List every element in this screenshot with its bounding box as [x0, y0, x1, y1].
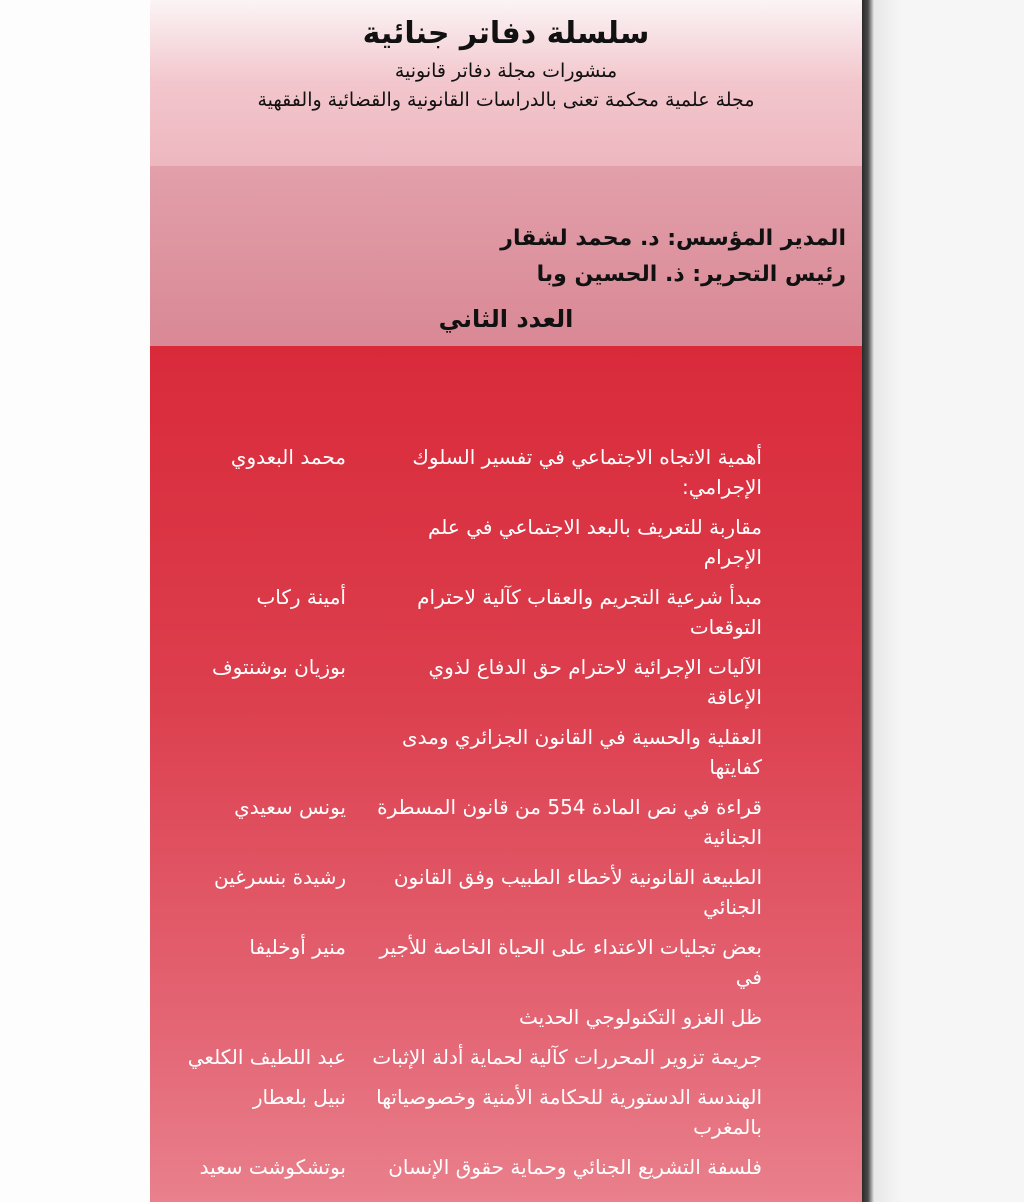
editors	[166, 224, 846, 289]
toc-author: نبيل بلعطار	[252, 1084, 346, 1109]
toc-title: فلسفة التشريع الجنائي وحماية حقوق الإنسان	[388, 1154, 762, 1179]
cover	[150, 0, 862, 1202]
toc-title: جريمة تزوير المحررات كآلية لحماية أدلة الإثبات	[372, 1044, 762, 1069]
editor-in-chief: رئيس التحرير: ذ. الحسين وبا	[536, 261, 846, 287]
toc-author: محمد البعدوي	[230, 444, 346, 469]
toc-entry	[150, 1002, 862, 1032]
journal-description: مجلة علمية محكمة تعنى بالدراسات القانونية والقضائية والفقهية	[257, 89, 755, 112]
toc-title: الطبيعة القانونية لأخطاء الطبيب وفق القانون الجنائي	[393, 864, 762, 919]
series-title: سلسلة دفاتر جنائية	[362, 16, 650, 51]
editors-band	[150, 166, 862, 346]
toc-author: يونس سعيدي	[234, 794, 346, 819]
toc-title: الآليات الإجرائية لاحترام حق الدفاع لذوي الإعاقة	[428, 654, 762, 709]
toc-title: مقاربة للتعريف بالبعد الاجتماعي في علم الإجرام	[427, 514, 762, 569]
toc-entry	[150, 512, 862, 572]
toc-author: منير أوخليفا	[249, 934, 346, 959]
toc-entry	[150, 1042, 862, 1072]
contents-band	[150, 346, 862, 1202]
toc-author: رشيدة بنسرغين	[214, 864, 346, 889]
toc-entry	[150, 582, 862, 642]
publisher: منشورات مجلة دفاتر قانونية	[394, 59, 618, 82]
toc-author: عبد اللطيف الكلعي	[187, 1044, 346, 1069]
toc-title: العقلية والحسية في القانون الجزائري ومدى كفايتها	[401, 724, 762, 779]
founder: المدير المؤسس: د. محمد لشقار	[500, 226, 846, 251]
toc-title: الهندسة الدستورية للحكامة الأمنية وخصوصياتها بالمغرب	[376, 1084, 762, 1139]
toc-entry	[150, 792, 862, 852]
scan-edge	[862, 0, 1024, 1202]
toc-entry	[150, 1152, 862, 1182]
page-margin	[0, 0, 150, 1202]
toc-title: قراءة في نص المادة 554 من قانون المسطرة الجنائية	[377, 794, 762, 849]
toc-entry	[150, 722, 862, 782]
issue-number: العدد الثاني	[438, 305, 574, 334]
toc-entry	[150, 442, 862, 502]
header-band	[150, 0, 862, 166]
toc-entry	[150, 1082, 862, 1142]
toc-title: ظل الغزو التكنولوجي الحديث	[519, 1004, 762, 1029]
toc-entry	[150, 862, 862, 922]
toc-title: بعض تجليات الاعتداء على الحياة الخاصة للأجير في	[379, 934, 762, 989]
toc-title: أهمية الاتجاه الاجتماعي في تفسير السلوك الإجرامي:	[412, 444, 762, 499]
toc-author: بوتشكوشت سعيد	[199, 1154, 346, 1179]
toc-entry	[150, 932, 862, 992]
toc-author: بوزيان بوشنتوف	[211, 654, 346, 679]
toc-entry	[150, 652, 862, 712]
table-of-contents	[150, 442, 862, 1182]
toc-title: مبدأ شرعية التجريم والعقاب كآلية لاحترام التوقعات	[417, 584, 762, 639]
toc-author: أمينة ركاب	[256, 584, 346, 609]
